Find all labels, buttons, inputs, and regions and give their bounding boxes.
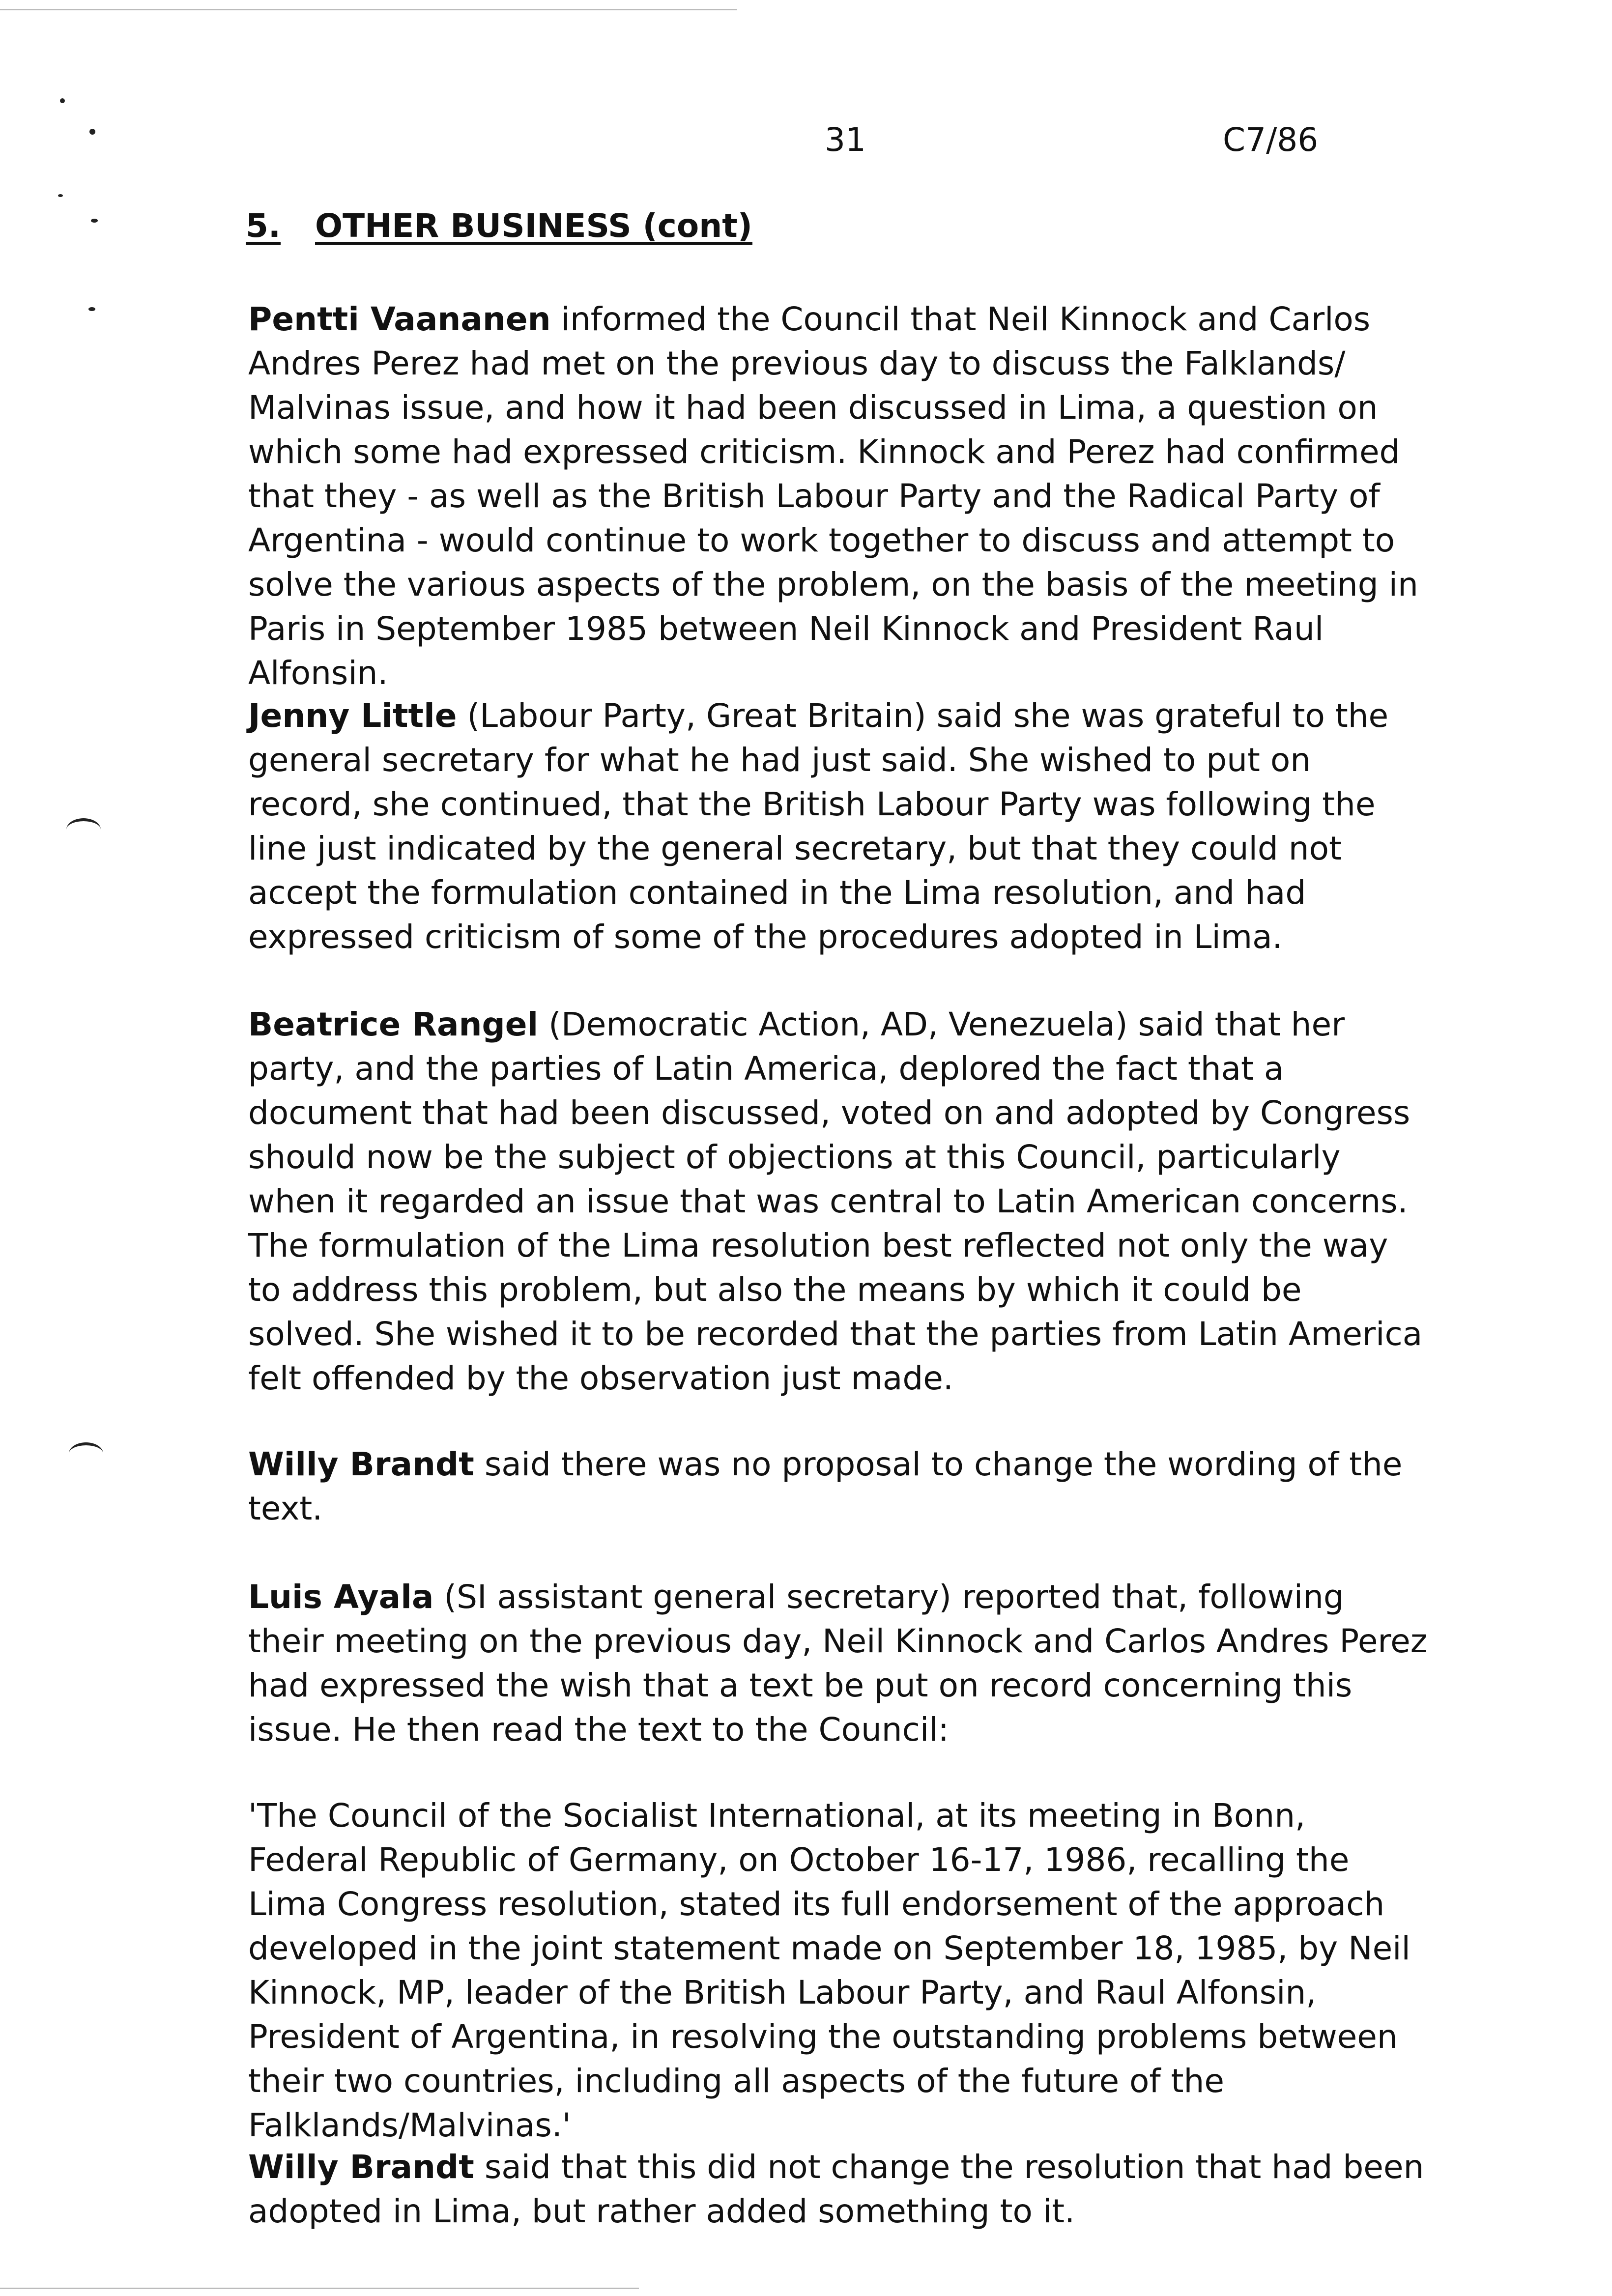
section-title: OTHER BUSINESS (cont) <box>315 207 752 245</box>
speaker-name: Luis Ayala <box>248 1578 434 1616</box>
section-heading <box>246 206 752 246</box>
page-number: 31 <box>825 121 866 159</box>
scan-dot <box>88 307 95 311</box>
speaker-name: Willy Brandt <box>248 1445 474 1483</box>
scan-dot <box>91 219 98 223</box>
paragraph-brandt-1 <box>248 1442 1428 1531</box>
paragraph-text: informed the Council that Neil Kinnock and Carlos Andres Perez had met on the previous day to discuss the Falklands/ Malvinas issue, and how it had been discussed in Lima, a question on which some had expressed criticism. Kinnock and Perez had confirmed that they - as well as the British Labour Party and the Radical Party of Argentina - would continue to work together to discuss and attempt to solve the various aspects of the problem, on the basis of the meeting in Paris in September 1985 between Neil Kinnock and President Raul Alfonsin. <box>248 300 1418 692</box>
paragraph-text: (SI assistant general secretary) reported that, following their meeting on the previous day, Neil Kinnock and Carlos Andres Perez had expressed the wish that a text be put on record concerning this issue. He then read the text to the Council: <box>248 1578 1428 1749</box>
speaker-name: Beatrice Rangel <box>248 1005 539 1043</box>
speaker-name: Willy Brandt <box>248 2148 474 2186</box>
paragraph-little <box>248 694 1428 959</box>
speaker-name: Pentti Vaananen <box>248 300 551 338</box>
paragraph-text: said that this did not change the resolution that had been adopted in Lima, but rather added something to it. <box>248 2148 1424 2230</box>
scan-edge-top <box>0 9 737 10</box>
document-reference: C7/86 <box>1223 121 1319 159</box>
paragraph-text: 'The Council of the Socialist International, at its meeting in Bonn, Federal Republic of Germany, on October 16-17, 1986, recalling the Lima Congress resolution, stated its full endorsement of the approach developed in the joint statement made on September 18, 1985, by Neil Kinnock, MP, leader of the British Labour Party, and Raul Alfonsin, President of Argentina, in resolving the outstanding problems between their two countries, including all aspects of the future of the Falklands/Malvinas.' <box>248 1797 1410 2144</box>
paragraph-text: (Democratic Action, AD, Venezuela) said that her party, and the parties of Latin America, deplored the fact that a document that had been discussed, voted on and adopted by Congress should now be the subject of objections at this Council, particularly when it regarded an issue that was central to Latin American concerns. The formulation of the Lima resolution best reflected not only the way to address this problem, but also the means by which it could be solved. She wished it to be recorded that the parties from Latin America felt offended by the observation just made. <box>248 1005 1423 1397</box>
quoted-statement <box>248 1794 1428 2148</box>
paragraph-brandt-2 <box>248 2145 1428 2234</box>
scan-dot <box>89 129 95 135</box>
hole-punch-mark <box>69 1442 103 1465</box>
hole-punch-mark <box>66 818 101 841</box>
paragraph-rangel <box>248 1003 1428 1401</box>
scan-edge-bottom <box>0 2288 639 2289</box>
scan-dot <box>60 98 65 103</box>
scan-dot <box>58 194 63 197</box>
paragraph-ayala <box>248 1575 1428 1752</box>
section-number: 5. <box>246 207 281 245</box>
speaker-name: Jenny Little <box>248 697 457 735</box>
paragraph-text: (Labour Party, Great Britain) said she was grateful to the general secretary for what he had just said. She wished to put on record, she continued, that the British Labour Party was following the line just indicated by the general secretary, but that they could not accept the formulation contained in the Lima resolution, and had expressed criticism of some of the procedures adopted in Lima. <box>248 697 1389 956</box>
paragraph-text: said there was no proposal to change the wording of the text. <box>248 1445 1403 1527</box>
paragraph-vaananen <box>248 297 1428 695</box>
